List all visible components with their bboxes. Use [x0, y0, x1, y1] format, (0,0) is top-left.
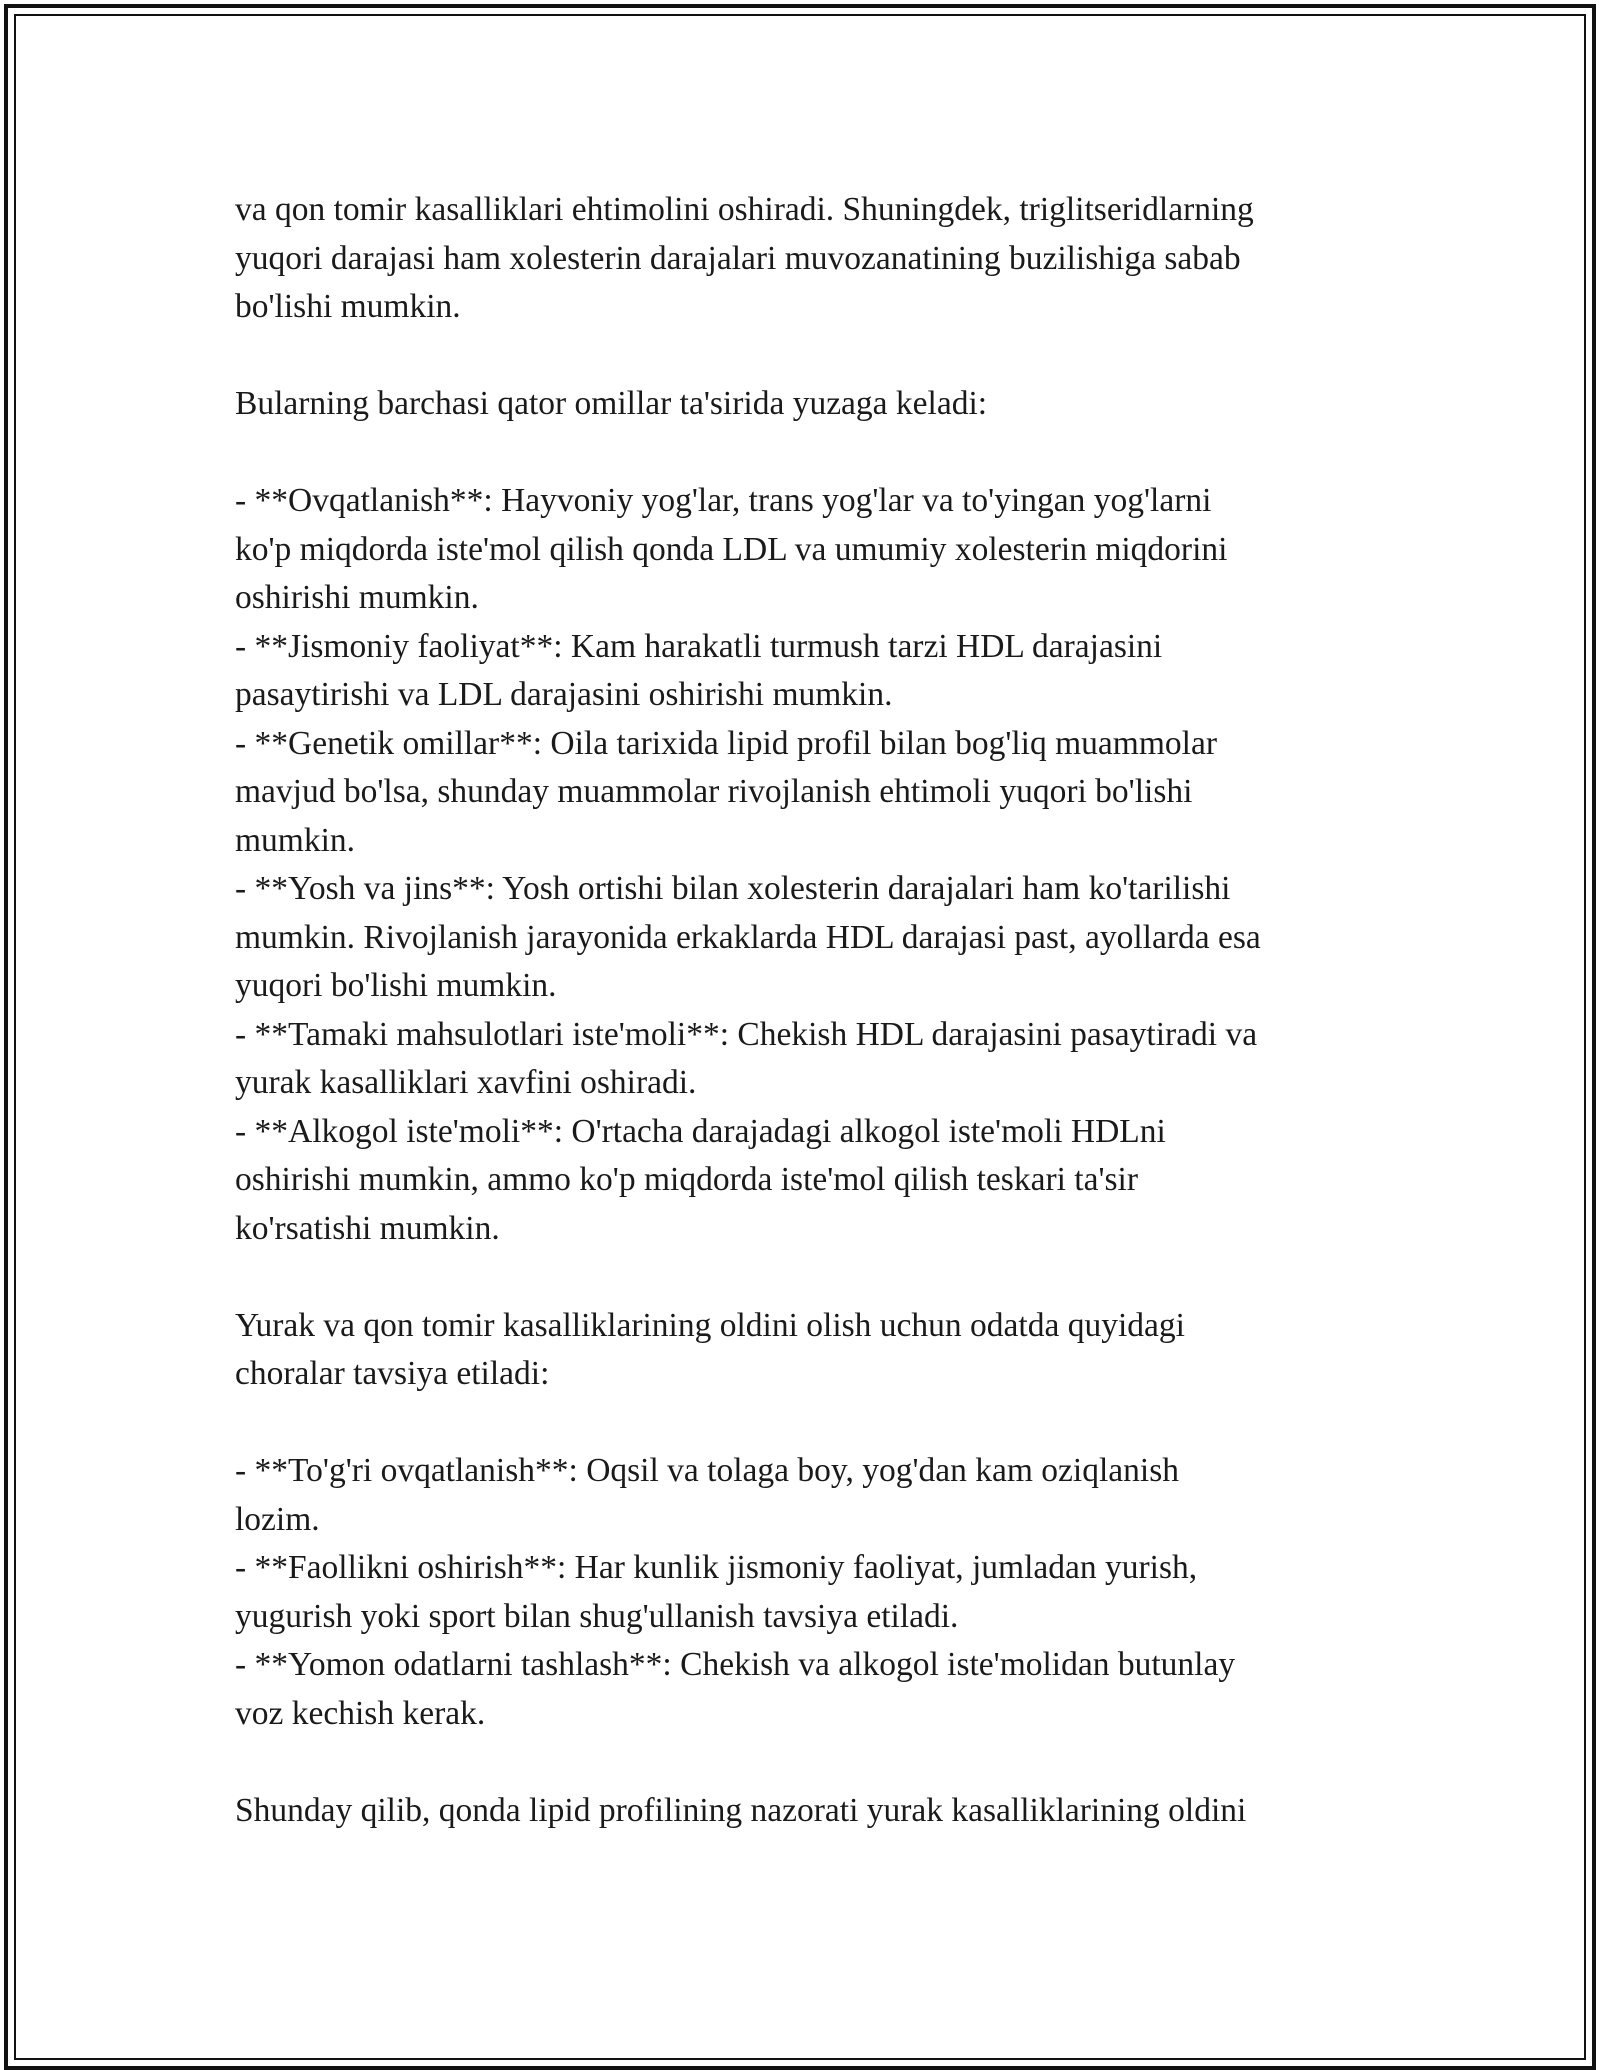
- list-item-alcohol: - **Alkogol iste'moli**: O'rtacha darajadagi alkogol iste'moli HDLni oshirishi mumkin, ammo ko'p miqdorda iste'mol qilish teskari ta'sir ko'rsatishi mumkin.: [235, 1112, 1166, 1247]
- paragraph-gap: [235, 1399, 1385, 1448]
- list-item-physical-activity: - **Jismoniy faoliyat**: Kam harakatli turmush tarzi HDL darajasini pasaytirishi va LDL darajasini oshirishi mumkin.: [235, 627, 1163, 713]
- list-item-increase-activity: - **Faollikni oshirish**: Har kunlik jismoniy faoliyat, jumladan yurish, yugurish yoki sport bilan shug'ullanish tavsiya etiladi.: [235, 1549, 1198, 1635]
- list-item-genetics: - **Genetik omillar**: Oila tarixida lipid profil bilan bog'liq muammolar mavjud bo'lsa, shunday muammolar rivojlanish ehtimoli yuqori bo'lishi mumkin.: [235, 724, 1217, 859]
- list-item-age-sex: - **Yosh va jins**: Yosh ortishi bilan xolesterin darajalari ham ko'tarilishi mumkin. Rivojlanish jarayonida erkaklarda HDL darajasi past, ayollarda esa yuqori bo'lishi mumkin.: [235, 870, 1261, 1004]
- document-body: [235, 186, 1385, 1835]
- measures-list: [235, 1447, 1385, 1738]
- list-item-quit-habits: - **Yomon odatlarni tashlash**: Chekish va alkogol iste'molidan butunlay voz kechish kerak.: [235, 1646, 1236, 1732]
- paragraph-intro: va qon tomir kasalliklari ehtimolini oshiradi. Shuningdek, triglitseridlarning yuqori darajasi ham xolesterin darajalari muvozanatining buzilishiga sabab bo'lishi mumkin.: [235, 191, 1254, 325]
- paragraph-gap: [235, 429, 1385, 478]
- list-item-diet: - **Ovqatlanish**: Hayvoniy yog'lar, trans yog'lar va to'yingan yog'larni ko'p miqdorda iste'mol qilish qonda LDL va umumiy xolesterin miqdorini oshirishi mumkin.: [235, 482, 1228, 616]
- paragraph-gap: [235, 332, 1385, 381]
- paragraph-factors-lead: Bularning barchasi qator omillar ta'sirida yuzaga keladi:: [235, 385, 988, 422]
- paragraph-prevention-lead: Yurak va qon tomir kasalliklarining oldini olish uchun odatda quyidagi choralar tavsiya etiladi:: [235, 1306, 1185, 1392]
- list-item-proper-nutrition: - **To'g'ri ovqatlanish**: Oqsil va tolaga boy, yog'dan kam oziqlanish lozim.: [235, 1452, 1179, 1538]
- paragraph-conclusion: Shunday qilib, qonda lipid profilining nazorati yurak kasalliklarining oldini: [235, 1791, 1247, 1829]
- factors-list: [235, 477, 1385, 1253]
- paragraph-gap: [235, 1253, 1385, 1302]
- list-item-tobacco: - **Tamaki mahsulotlari iste'moli**: Chekish HDL darajasini pasaytiradi va yurak kasalliklari xavfini oshiradi.: [235, 1015, 1258, 1101]
- paragraph-gap: [235, 1738, 1385, 1787]
